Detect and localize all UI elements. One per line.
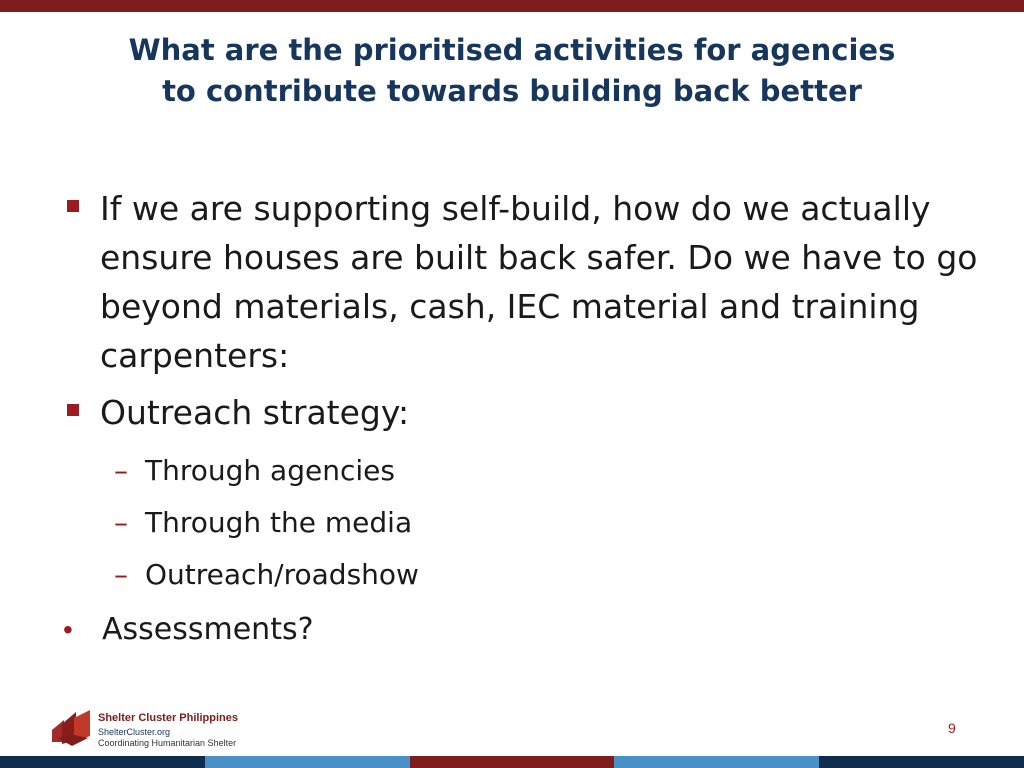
bullet-outreach-strategy: Outreach strategy: <box>100 393 410 432</box>
org-tagline: Coordinating Humanitarian Shelter <box>98 738 237 748</box>
sub-bullet-media: Through the media <box>145 506 413 539</box>
bottom-accent-bar <box>0 756 1024 768</box>
bottom-bar-segment <box>410 756 615 768</box>
slide-title-line-1: What are the prioritised activities for agencies <box>128 33 896 67</box>
org-url: ShelterCluster.org <box>98 727 171 737</box>
shelter-cluster-logo <box>50 708 94 748</box>
bullet-assessments: Assessments? <box>102 612 314 647</box>
bottom-bar-segment <box>205 756 410 768</box>
dash-bullet-icon: – <box>114 506 128 539</box>
bottom-bar-segment <box>0 756 205 768</box>
sub-bullet-agencies: Through agencies <box>145 454 395 487</box>
bullet-self-build: If we are supporting self-build, how do we actually ensure houses are built back safer. Do we have to go beyond materials, cash, IEC material and training carpenters: <box>100 189 978 375</box>
square-bullet-icon <box>67 404 79 416</box>
square-bullet-icon <box>67 200 79 212</box>
bottom-bar-segment <box>819 756 1024 768</box>
dash-bullet-icon: – <box>114 454 128 487</box>
org-name: Shelter Cluster Philippines <box>98 712 238 724</box>
bottom-bar-segment <box>614 756 819 768</box>
dash-bullet-icon: – <box>114 558 128 591</box>
sub-bullet-roadshow: Outreach/roadshow <box>145 558 419 591</box>
dot-bullet-icon: • <box>63 614 73 645</box>
slide-title-line-2: to contribute towards building back better <box>162 74 862 108</box>
page-number: 9 <box>948 720 956 736</box>
